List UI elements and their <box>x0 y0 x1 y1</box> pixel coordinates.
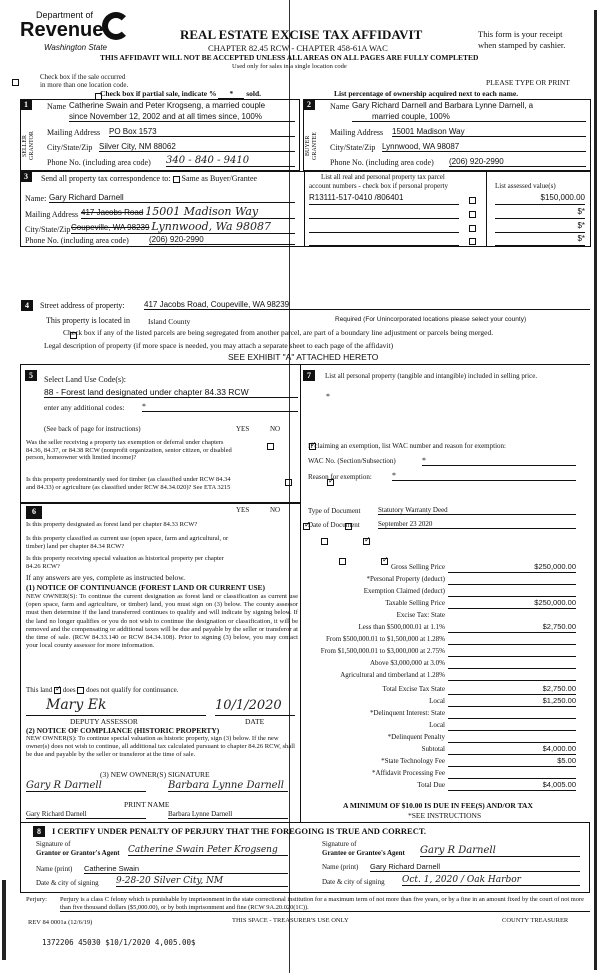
does-not-checkbox[interactable] <box>77 687 84 694</box>
section-number: 2 <box>303 99 315 110</box>
reason-field[interactable]: * <box>392 471 576 481</box>
s5-q1-yes-checkbox[interactable] <box>267 443 274 450</box>
buyer-city-field[interactable]: Lynnwood, WA 98087 <box>382 142 586 152</box>
same-as-buyer-checkbox[interactable] <box>173 176 180 183</box>
corr-mail-label: Mailing Address <box>25 210 79 219</box>
perjury-text: Perjury is a class C felony which is punishable by imprisonment in the state correctional institution for a maximum term of not more than five years, or by a fine in an amount fixed by the court of not more than five thousand dollars ($5,000.00), or by both imprisonment and fine (RCW 9A.20.020(1C)). <box>60 896 590 912</box>
yes-header: YES <box>236 425 250 433</box>
multi-location-label-2: in more than one location code. <box>40 81 129 89</box>
notice-1-text: NEW OWNER(S): To continue the current designation as forest land or classification as current use (open space, farm and agriculture, or timber) land, you must sign on (3) below. The county assessor must then determine if the land transferred continues to qualify and will indicate by signing below. If the land no longer qualifies or you do not wish to continue the designation or classification, it will be removed and the compensating or additional taxes will be due and payable by the seller or transferor at the time of sale. (RCW 84.33.140 or RCW 84.34.108). Prior to signing (3) below, you may contact your local county assessor for more information. <box>26 593 298 650</box>
please-type: PLEASE TYPE OR PRINT <box>486 78 570 87</box>
street-field[interactable]: 417 Jacobs Road, Coupeville, WA 98239 <box>144 300 590 310</box>
tax-row <box>300 658 590 670</box>
grantee-date-label: Date & city of signing <box>322 878 385 886</box>
continuance-row <box>26 686 178 694</box>
logo-emblem-icon <box>102 12 130 40</box>
tax-row-label: Taxable Selling Price <box>385 599 445 607</box>
logo <box>18 10 138 58</box>
doc-date-label: Date of Document <box>308 521 360 529</box>
s5-q2-yes-checkbox[interactable] <box>285 479 292 486</box>
section-number: 3 <box>20 171 32 182</box>
personal-property-label: List all personal property (tangible and intangible) included in selling price. <box>325 372 538 380</box>
s5-question-1: Was the seller receiving a property tax exemption or deferral under chapters 84.36, 84.37, or 84.38 RCW (nonprofit organization, senior citizen, or disabled person, homeowner with limited income)? <box>26 439 232 461</box>
form-subtitle: CHAPTER 82.45 RCW - CHAPTER 458-61A WAC <box>208 43 388 53</box>
seller-mail-field[interactable]: PO Box 1573 <box>109 127 295 137</box>
tax-row-value[interactable] <box>448 658 576 669</box>
grantee-name-label: Name (print) <box>322 863 359 871</box>
tax-row <box>300 780 590 792</box>
section-number: 1 <box>20 99 32 110</box>
tax-row-value[interactable]: $250,000.00 <box>448 598 576 609</box>
tax-row-label: *State Technology Fee <box>381 757 445 765</box>
additional-codes-field[interactable]: * <box>142 402 298 412</box>
no-header: NO <box>270 425 281 433</box>
street-label: Street address of property: <box>40 301 125 310</box>
assessed-header: List assessed value(s) <box>495 182 556 190</box>
tax-row <box>300 670 590 682</box>
corr-city-label: City/State/Zip <box>25 225 71 234</box>
legal-label: Legal description of property (if more space is needed, you may attach a separate sheet to each page of the affidavit) <box>44 341 394 350</box>
does-not-label: does not qualify for continuance. <box>86 686 179 694</box>
land-use-select[interactable]: 88 - Forest land designated under chapter 84.33 RCW <box>44 387 298 398</box>
reason-label: Reason for exemption: <box>308 473 372 481</box>
s6-q2-yes-checkbox[interactable] <box>321 538 328 545</box>
grantor-sig-label-1: Signature of <box>36 840 71 848</box>
form-revision: REV 84 0001a (12/6/19) <box>28 919 93 926</box>
this-land-label: This land <box>26 686 53 694</box>
tax-row <box>300 610 590 622</box>
section-8-number: 8 <box>33 826 45 837</box>
divider <box>20 364 590 365</box>
tax-row-label: *Affidavit Processing Fee <box>372 769 445 777</box>
tax-row <box>300 744 590 756</box>
print-name-2[interactable]: Barbara Lynne Darnell <box>168 810 288 819</box>
seller-name-label: Name <box>47 102 67 111</box>
land-use-label: Select Land Use Code(s): <box>44 375 126 384</box>
buyer-city-label: City/State/Zip <box>330 143 376 152</box>
seller-phone-field[interactable]: 340 - 840 - 9410 <box>166 155 295 167</box>
tax-row <box>300 696 590 708</box>
tax-row-value[interactable]: $4,005.00 <box>448 780 576 791</box>
tax-row-value[interactable]: $250,000.00 <box>448 562 576 573</box>
grantee-date-field[interactable]: Oct. 1, 2020 / Oak Harbor <box>402 875 580 886</box>
tax-row-label: Local <box>429 697 445 705</box>
assessed-value[interactable]: $* <box>495 207 585 219</box>
tax-row-label: Exemption Claimed (deduct) <box>363 587 445 595</box>
corr-mail-new: 15001 Madison Way <box>145 205 259 218</box>
tax-row-label: From $500,000.01 to $1,500,000 at 1.28% <box>326 635 445 643</box>
does-label: does <box>62 686 76 694</box>
new-owner-signature-2[interactable]: Barbara Lynne Darnell <box>168 780 288 792</box>
seller-grantor-label: SELLER GRANTOR <box>22 131 35 161</box>
assessed-value[interactable]: $* <box>495 221 585 233</box>
tax-row <box>300 684 590 696</box>
perjury-label: Perjury: <box>26 896 47 903</box>
corr-phone-label: Phone No. (including area code) <box>25 236 129 245</box>
seller-phone-label: Phone No. (including area code) <box>47 158 151 167</box>
tax-row-label: Less than $500,000.01 at 1.1% <box>358 623 445 631</box>
personal-property-field[interactable]: * <box>326 392 330 401</box>
print-name-label: PRINT NAME <box>124 800 170 809</box>
tax-row <box>300 598 590 610</box>
tax-row-label: Subtotal <box>421 745 445 753</box>
corr-phone-field[interactable]: (206) 920-2990 <box>149 235 295 245</box>
notice-2-title: (2) NOTICE OF COMPLIANCE (HISTORIC PROPERTY) <box>26 726 220 735</box>
tax-row <box>300 708 590 720</box>
parcel-number[interactable] <box>309 207 459 219</box>
section-5-number: 5 <box>25 370 37 381</box>
seller-city-field[interactable]: Silver City, NM 88062 <box>99 142 295 152</box>
tax-row <box>300 756 590 768</box>
county-field[interactable]: Island County <box>148 317 191 326</box>
receipt-note-1: This form is your receipt <box>478 29 563 39</box>
segregated-label: Check box if any of the listed parcels are being segregated from another parcel, are part of a boundary line adjustment or parcels being merged. <box>63 328 494 337</box>
parcel-header-1: List all real and personal property tax parcel <box>321 173 445 181</box>
send-correspondence-label <box>41 174 257 183</box>
print-name-1[interactable]: Gary Richard Darnell <box>26 810 146 819</box>
buyer-name-line-1[interactable]: Gary Richard Darnell and Barbara Lynne Darnell, a <box>352 101 534 110</box>
tax-row-value[interactable] <box>448 634 576 645</box>
grantee-name-field[interactable]: Gary Richard Darnell <box>370 862 580 872</box>
tax-row-value[interactable] <box>448 768 576 779</box>
logo-revenue: Revenue <box>20 19 104 41</box>
see-instructions: *SEE INSTRUCTIONS <box>408 811 482 820</box>
tax-row-label: Total Excise Tax State <box>382 685 445 693</box>
seller-city-label: City/State/Zip <box>47 143 93 152</box>
doc-type-label: Type of Document <box>308 507 361 515</box>
parcel-row <box>309 207 589 216</box>
buyer-grantee-label: BUYER GRANTEE <box>305 132 318 160</box>
s6-q2-no-checkbox[interactable] <box>363 538 370 545</box>
parcel-header-2: account numbers - check box if personal property <box>309 182 448 190</box>
required-note: Required (For Unincorporated locations please select your county) <box>335 316 527 323</box>
grantor-sig-label-2: Grantor or Grantor's Agent <box>36 849 120 857</box>
form-warning: THIS AFFIDAVIT WILL NOT BE ACCEPTED UNLESS ALL AREAS ON ALL PAGES ARE FULLY COMPLETED <box>100 53 479 62</box>
tax-row-label: Local <box>429 721 445 729</box>
same-as-buyer-label: Same as Buyer/Grantee <box>181 174 258 183</box>
grantor-name-field[interactable]: Catherine Swain <box>84 864 288 874</box>
scan-edge-left <box>2 880 6 960</box>
personal-property-checkbox[interactable] <box>469 225 476 232</box>
assessed-value[interactable]: $* <box>495 234 585 246</box>
assessor-signature[interactable]: Mary Ek <box>26 697 206 716</box>
located-label: This property is located in <box>46 316 130 325</box>
county-treasurer-label: COUNTY TREASURER <box>502 917 569 924</box>
legal-description[interactable]: SEE EXHIBIT "A" ATTACHED HERETO <box>228 352 379 362</box>
s6-no-header: NO <box>270 506 281 514</box>
corr-mail-field[interactable] <box>81 205 295 219</box>
multi-location-label-1: Check box if the sale occurred <box>40 73 126 81</box>
buyer-mail-label: Mailing Address <box>330 128 384 137</box>
parcel-divider <box>304 172 305 247</box>
buyer-name-label: Name <box>330 102 350 111</box>
buyer-name-line-2[interactable]: married couple, 100% <box>352 112 586 122</box>
send-label: Send all property tax correspondence to: <box>41 174 171 183</box>
form-title: REAL ESTATE EXCISE TAX AFFIDAVIT <box>180 27 423 42</box>
s6-question-1: Is this property designated as forest land per chapter 84.33 RCW? <box>26 521 198 528</box>
tax-row <box>300 622 590 634</box>
personal-property-checkbox[interactable] <box>469 211 476 218</box>
used-only-note: Used only for sales in a single location code <box>232 63 347 70</box>
tax-row <box>300 768 590 780</box>
does-checkbox[interactable] <box>54 687 61 694</box>
section-3-correspondence <box>20 171 591 247</box>
notice-2-text: NEW OWNER(S): To continue special valuation as historic property, sign (3) below. If the new owner(s) does not wish to continue, all additional tax calculated pursuant to chapter 84.26 RCW, shall be due and payable by the seller or transferor at the time of sale. <box>26 735 295 759</box>
tax-row-label: *Delinquent Interest: State <box>369 709 445 717</box>
notice-1-title: (1) NOTICE OF CONTINUANCE (FOREST LAND OR CURRENT USE) <box>26 583 266 592</box>
exemption-label: If claiming an exemption, list WAC number and reason for exemption: <box>308 442 506 450</box>
grantor-date-label: Date & city of signing <box>36 879 99 887</box>
wac-label: WAC No. (Section/Subsection) <box>308 457 396 465</box>
s6-question-2: Is this property classified as current use (open space, farm and agricultural, or timber) land per chapter 84.34 RCW? <box>26 535 229 550</box>
grantor-name-label: Name (print) <box>36 865 73 873</box>
instructions-note: (See back of page for instructions) <box>44 425 141 433</box>
tax-row <box>300 562 590 574</box>
grantor-date-field[interactable]: 9-28-20 Silver City, NM <box>116 876 288 887</box>
corr-mail-struck: 417 Jacobs Road <box>81 208 144 217</box>
personal-property-checkbox[interactable] <box>469 238 476 245</box>
parcel-row <box>309 234 589 243</box>
scan-edge <box>594 10 597 970</box>
grantor-signature[interactable]: Catherine Swain Peter Krogseng <box>128 845 288 856</box>
assessed-value[interactable]: $150,000.00 <box>495 193 585 205</box>
ownership-note: List percentage of ownership acquired next to each name. <box>334 89 519 98</box>
grantee-sig-label-1: Signature of <box>322 840 357 848</box>
s6-question-3: Is this property receiving special valuation as historical property per chapter 84.26 RCW? <box>26 555 224 570</box>
tax-row <box>300 634 590 646</box>
tax-row-value[interactable]: $4,000.00 <box>448 744 576 755</box>
tax-row-value[interactable] <box>448 610 576 621</box>
partial-sale-suffix: sold. <box>246 89 262 98</box>
tax-calculation-table <box>300 562 590 796</box>
partial-sale-text: Check box if partial sale, indicate % <box>100 89 217 98</box>
corr-city-struck: Coupeville, WA 98239 <box>71 223 150 232</box>
corr-city-new: Lynnwood, Wa 98087 <box>151 220 272 233</box>
tax-row-label: Agricultural and timberland at 1.28% <box>340 671 445 679</box>
tax-row <box>300 732 590 744</box>
section-4-number: 4 <box>21 300 33 311</box>
tax-row-label: Gross Selling Price <box>390 563 445 571</box>
tax-row-value[interactable] <box>448 670 576 681</box>
section-1-seller <box>20 99 300 171</box>
corr-name-field[interactable]: Gary Richard Darnell <box>49 193 295 203</box>
s5-question-2: Is this property predominantly used for timber (as classified under RCW 84.34 and 84.33) or agriculture (as classified under RCW 84.34.020)? See ETA 3215 <box>26 476 231 491</box>
tax-row-label: Above $3,000,000 at 3.0% <box>369 659 445 667</box>
certify-statement: I CERTIFY UNDER PENALTY OF PERJURY THAT THE FOREGOING IS TRUE AND CORRECT. <box>52 826 427 836</box>
doc-type-field[interactable]: Statutory Warranty Deed <box>378 506 576 515</box>
parcel-number[interactable]: R13111-517-0410 /806401 <box>309 193 459 205</box>
buyer-mail-field[interactable]: 15001 Madison Way <box>392 127 586 137</box>
grantee-signature[interactable]: Gary R Darnell <box>420 845 580 857</box>
deputy-assessor-label: DEPUTY ASSESSOR <box>70 717 138 726</box>
buyer-phone-label: Phone No. (including area code) <box>330 158 434 167</box>
section-7-number: 7 <box>303 370 315 381</box>
parcel-number[interactable] <box>309 221 459 233</box>
wac-field[interactable]: * <box>422 456 576 466</box>
tax-row-value[interactable]: $1,250.00 <box>448 696 576 707</box>
tax-row-value[interactable]: $5.00 <box>448 756 576 767</box>
tax-row-label: *Delinquent Penalty <box>387 733 445 741</box>
tax-row-value[interactable]: $2,750.00 <box>448 622 576 633</box>
seller-name-line-1[interactable]: Catherine Swain and Peter Krogseng, a married couple <box>69 101 266 110</box>
tax-row-value[interactable] <box>448 586 576 597</box>
tax-row-value[interactable]: $2,750.00 <box>448 684 576 695</box>
tax-row-value[interactable] <box>448 732 576 743</box>
additional-codes-label: enter any additional codes: <box>44 403 125 412</box>
if-yes-note: If any answers are yes, complete as instructed below. <box>26 573 186 582</box>
tax-row <box>300 720 590 732</box>
treasurer-use-label: THIS SPACE - TREASURER'S USE ONLY <box>232 917 349 924</box>
receipt-note-2: when stamped by cashier. <box>478 40 566 50</box>
tax-row-label: Excise Tax: State <box>396 611 445 619</box>
tax-row-label: Total Due <box>417 781 445 789</box>
tax-row <box>300 586 590 598</box>
tax-row-label: From $1,500,000.01 to $3,000,000 at 2.75% <box>320 647 445 655</box>
tax-row-label: *Personal Property (deduct) <box>366 575 445 583</box>
minimum-note: A MINIMUM OF $10.00 IS DUE IN FEE(S) AND/OR TAX <box>343 801 533 810</box>
parcel-row <box>309 221 589 230</box>
multi-location-checkbox[interactable] <box>12 79 19 86</box>
seller-name-line-2[interactable]: since November 12, 2002 and at all times since, 100% <box>69 112 295 122</box>
section-6-number: 6 <box>26 506 42 519</box>
s6-yes-header: YES <box>236 506 250 514</box>
tax-row <box>300 646 590 658</box>
tax-row <box>300 574 590 586</box>
parcel-row <box>309 193 589 202</box>
doc-date-field[interactable]: September 23 2020 <box>378 520 576 529</box>
tax-row-value[interactable] <box>448 646 576 657</box>
treasurer-stamp: 1372206 45030 $10/1/2020 4,005.00$ <box>42 938 196 947</box>
partial-sale-label <box>100 89 261 99</box>
left-column-border <box>20 365 21 822</box>
date-label: DATE <box>245 717 265 726</box>
section-2-buyer <box>303 99 591 171</box>
partial-sale-percent[interactable]: * <box>218 89 244 99</box>
buyer-phone-field[interactable]: (206) 920-2990 <box>449 157 586 167</box>
parcel-number[interactable] <box>309 234 459 246</box>
personal-property-checkbox[interactable] <box>469 197 476 204</box>
notice-3-title: (3) NEW OWNER(S) SIGNATURE <box>100 770 210 779</box>
seller-mail-label: Mailing Address <box>47 128 101 137</box>
logo-dept: Department of <box>36 10 94 20</box>
corr-name-label: Name: <box>25 194 47 203</box>
tax-row-value[interactable] <box>448 574 576 585</box>
grantee-sig-label-2: Grantee or Grantee's Agent <box>322 849 405 857</box>
tax-row-value[interactable] <box>448 708 576 719</box>
new-owner-signature-1[interactable]: Gary R Darnell <box>26 780 146 792</box>
corr-city-field[interactable] <box>71 220 295 234</box>
logo-state: Washington State <box>44 43 108 52</box>
divider <box>20 502 300 504</box>
assessor-date[interactable]: 10/1/2020 <box>215 698 295 716</box>
tax-row-value[interactable] <box>448 720 576 731</box>
